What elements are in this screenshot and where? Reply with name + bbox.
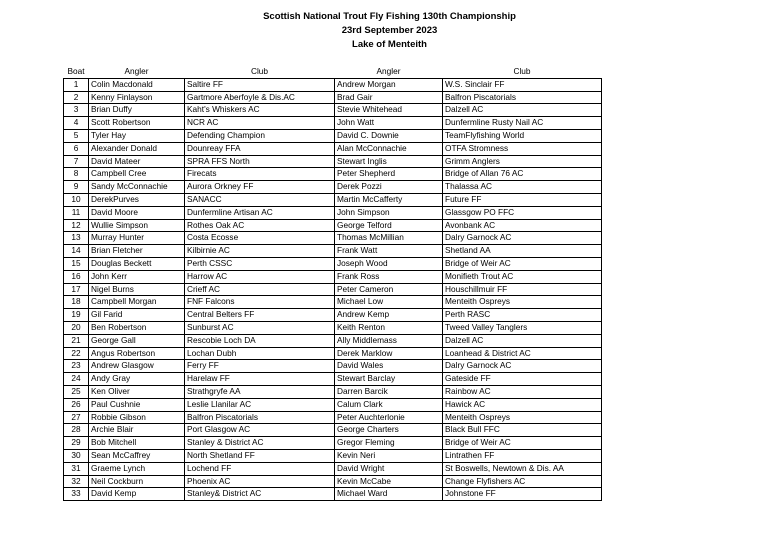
angler-club: Aurora Orkney FF	[185, 181, 335, 194]
boat-number: 21	[64, 334, 89, 347]
angler-name: Robbie Gibson	[89, 411, 185, 424]
partner-angler-name: Derek Pozzi	[335, 181, 443, 194]
column-header-boat: Boat	[67, 66, 85, 76]
angler-club: Lochan Dubh	[185, 347, 335, 360]
table-row	[64, 347, 602, 360]
partner-angler-name: Stewart Barclay	[335, 373, 443, 386]
partner-club: Dunfermline Rusty Nail AC	[443, 117, 602, 130]
championship-title: Scottish National Trout Fly Fishing 130th Championship	[263, 11, 516, 22]
table-row	[64, 181, 602, 194]
angler-name: Bob Mitchell	[89, 437, 185, 450]
boat-number: 32	[64, 475, 89, 488]
boat-number: 4	[64, 117, 89, 130]
partner-club: Bridge of Allan 76 AC	[443, 168, 602, 181]
table-row	[64, 142, 602, 155]
angler-name: Brian Duffy	[89, 104, 185, 117]
partner-club: Dalry Garnock AC	[443, 232, 602, 245]
partner-angler-name: Kevin McCabe	[335, 475, 443, 488]
table-row	[64, 475, 602, 488]
partner-angler-name: Derek Marklow	[335, 347, 443, 360]
table-row	[64, 206, 602, 219]
partner-angler-name: Peter Cameron	[335, 283, 443, 296]
boat-number: 22	[64, 347, 89, 360]
boat-number: 3	[64, 104, 89, 117]
table-row	[64, 373, 602, 386]
angler-club: Kilbirnie AC	[185, 245, 335, 258]
partner-club: Thalassa AC	[443, 181, 602, 194]
partner-club: Tweed Valley Tanglers	[443, 321, 602, 334]
partner-angler-name: Peter Shepherd	[335, 168, 443, 181]
angler-club: Rescobie Loch DA	[185, 334, 335, 347]
table-row	[64, 91, 602, 104]
partner-club: Perth RASC	[443, 309, 602, 322]
table-row	[64, 321, 602, 334]
partner-club: Bridge of Weir AC	[443, 257, 602, 270]
angler-name: Colin Macdonald	[89, 78, 185, 91]
table-row	[64, 437, 602, 450]
angler-name: Campbell Morgan	[89, 296, 185, 309]
angler-name: Brian Fletcher	[89, 245, 185, 258]
partner-angler-name: Kevin Neri	[335, 449, 443, 462]
partner-club: Menteith Ospreys	[443, 296, 602, 309]
partner-angler-name: George Telford	[335, 219, 443, 232]
table-row	[64, 168, 602, 181]
angler-club: FNF Falcons	[185, 296, 335, 309]
angler-club: Gartmore Aberfoyle & Dis.AC	[185, 91, 335, 104]
angler-name: Scott Robertson	[89, 117, 185, 130]
angler-club: North Shetland FF	[185, 449, 335, 462]
table-row	[64, 219, 602, 232]
partner-club: St Boswells, Newtown & Dis. AA	[443, 462, 602, 475]
table-row	[64, 117, 602, 130]
table-row	[64, 232, 602, 245]
table-row	[64, 193, 602, 206]
boat-number: 20	[64, 321, 89, 334]
angler-club: Phoenix AC	[185, 475, 335, 488]
partner-angler-name: Michael Low	[335, 296, 443, 309]
table-row	[64, 411, 602, 424]
boat-number: 17	[64, 283, 89, 296]
angler-name: Graeme Lynch	[89, 462, 185, 475]
angler-name: Andrew Glasgow	[89, 360, 185, 373]
partner-club: Shetland AA	[443, 245, 602, 258]
angler-name: Alexander Donald	[89, 142, 185, 155]
partner-club: Loanhead & District AC	[443, 347, 602, 360]
angler-name: Douglas Beckett	[89, 257, 185, 270]
partner-angler-name: Frank Watt	[335, 245, 443, 258]
partner-angler-name: John Watt	[335, 117, 443, 130]
partner-angler-name: Martin McCafferty	[335, 193, 443, 206]
column-header-club: Club	[250, 66, 269, 76]
boat-number: 19	[64, 309, 89, 322]
partner-angler-name: Andrew Morgan	[335, 78, 443, 91]
partner-club: TeamFlyfishing World	[443, 129, 602, 142]
partner-angler-name: Frank Ross	[335, 270, 443, 283]
angler-name: David Mateer	[89, 155, 185, 168]
partner-club: Dalry Garnock AC	[443, 360, 602, 373]
partner-angler-name: Gregor Fleming	[335, 437, 443, 450]
angler-club: Strathgryfe AA	[185, 385, 335, 398]
boat-number: 7	[64, 155, 89, 168]
partner-angler-name: Alan McConnachie	[335, 142, 443, 155]
angler-name: Nigel Burns	[89, 283, 185, 296]
angler-name: Neil Cockburn	[89, 475, 185, 488]
partner-club: W.S. Sinclair FF	[443, 78, 602, 91]
table-row	[64, 398, 602, 411]
partner-club: Hawick AC	[443, 398, 602, 411]
partner-angler-name: John Simpson	[335, 206, 443, 219]
angler-name: Sandy McConnachie	[89, 181, 185, 194]
partner-club: Rainbow AC	[443, 385, 602, 398]
angler-name: David Moore	[89, 206, 185, 219]
table-row	[64, 309, 602, 322]
partner-angler-name: Brad Gair	[335, 91, 443, 104]
boat-number: 24	[64, 373, 89, 386]
partner-angler-name: David C. Downie	[335, 129, 443, 142]
partner-angler-name: Thomas McMillian	[335, 232, 443, 245]
table-row	[64, 488, 602, 501]
partner-angler-name: Keith Renton	[335, 321, 443, 334]
angler-club: Harelaw FF	[185, 373, 335, 386]
partner-club: Black Bull FFC	[443, 424, 602, 437]
table-row	[64, 257, 602, 270]
boat-number: 13	[64, 232, 89, 245]
table-row	[64, 462, 602, 475]
boat-number: 16	[64, 270, 89, 283]
partner-angler-name: Michael Ward	[335, 488, 443, 501]
angler-name: Gil Farid	[89, 309, 185, 322]
boat-number: 1	[64, 78, 89, 91]
table-row	[64, 385, 602, 398]
angler-club: Firecats	[185, 168, 335, 181]
angler-name: Campbell Cree	[89, 168, 185, 181]
table-row	[64, 104, 602, 117]
boat-number: 26	[64, 398, 89, 411]
partner-angler-name: Ally Middlemass	[335, 334, 443, 347]
angler-club: Stanley & District AC	[185, 437, 335, 450]
partner-angler-name: Stevie Whitehead	[335, 104, 443, 117]
table-row	[64, 155, 602, 168]
boat-number: 28	[64, 424, 89, 437]
table-row	[64, 129, 602, 142]
partner-angler-name: David Wales	[335, 360, 443, 373]
partner-club: Dalzell AC	[443, 334, 602, 347]
boat-number: 10	[64, 193, 89, 206]
angler-club: Rothes Oak AC	[185, 219, 335, 232]
table-row	[64, 283, 602, 296]
boat-number: 30	[64, 449, 89, 462]
angler-name: Kenny Finlayson	[89, 91, 185, 104]
angler-name: DerekPurves	[89, 193, 185, 206]
table-body	[64, 78, 602, 500]
boat-pairings-table	[63, 66, 602, 501]
partner-club: Lintrathen FF	[443, 449, 602, 462]
angler-name: Ben Robertson	[89, 321, 185, 334]
column-header-angler-2: Angler	[376, 66, 401, 76]
angler-name: Andy Gray	[89, 373, 185, 386]
boat-number: 18	[64, 296, 89, 309]
angler-club: Sunburst AC	[185, 321, 335, 334]
partner-club: Future FF	[443, 193, 602, 206]
partner-club: Change Flyfishers AC	[443, 475, 602, 488]
boat-number: 31	[64, 462, 89, 475]
boat-number: 23	[64, 360, 89, 373]
angler-name: Archie Blair	[89, 424, 185, 437]
angler-club: Balfron Piscatorials	[185, 411, 335, 424]
partner-angler-name: Darren Barcik	[335, 385, 443, 398]
angler-club: SANACC	[185, 193, 335, 206]
angler-name: Tyler Hay	[89, 129, 185, 142]
partner-club: Johnstone FF	[443, 488, 602, 501]
angler-club: Lochend FF	[185, 462, 335, 475]
table-row	[64, 449, 602, 462]
boat-number: 14	[64, 245, 89, 258]
angler-club: Leslie Llanilar AC	[185, 398, 335, 411]
boat-number: 27	[64, 411, 89, 424]
boat-number: 2	[64, 91, 89, 104]
partner-angler-name: Joseph Wood	[335, 257, 443, 270]
column-header-angler: Angler	[124, 66, 149, 76]
angler-name: Angus Robertson	[89, 347, 185, 360]
partner-angler-name: Andrew Kemp	[335, 309, 443, 322]
angler-club: Costa Ecosse	[185, 232, 335, 245]
document-title-block	[0, 10, 779, 52]
partner-club: Balfron Piscatorials	[443, 91, 602, 104]
partner-club: OTFA Stromness	[443, 142, 602, 155]
angler-name: Wullie Simpson	[89, 219, 185, 232]
angler-name: John Kerr	[89, 270, 185, 283]
partner-angler-name: Peter Auchterlonie	[335, 411, 443, 424]
angler-club: Port Glasgow AC	[185, 424, 335, 437]
partner-club: Dalzell AC	[443, 104, 602, 117]
partner-club: Bridge of Weir AC	[443, 437, 602, 450]
boat-number: 33	[64, 488, 89, 501]
angler-club: Ferry FF	[185, 360, 335, 373]
angler-club: Dunfermline Artisan AC	[185, 206, 335, 219]
boat-number: 29	[64, 437, 89, 450]
angler-name: David Kemp	[89, 488, 185, 501]
boat-number: 12	[64, 219, 89, 232]
partner-club: Houschillmuir FF	[443, 283, 602, 296]
boat-number: 11	[64, 206, 89, 219]
boat-number: 8	[64, 168, 89, 181]
table-row	[64, 245, 602, 258]
table-row	[64, 296, 602, 309]
boat-number: 6	[64, 142, 89, 155]
angler-club: Central Belters FF	[185, 309, 335, 322]
event-date: 23rd September 2023	[341, 25, 438, 36]
boat-number: 25	[64, 385, 89, 398]
table-row	[64, 360, 602, 373]
partner-club: Monifieth Trout AC	[443, 270, 602, 283]
event-venue: Lake of Menteith	[352, 39, 427, 50]
boat-number: 5	[64, 129, 89, 142]
angler-club: Dounreay FFA	[185, 142, 335, 155]
angler-name: George Gall	[89, 334, 185, 347]
table-row	[64, 270, 602, 283]
table-header-row	[64, 66, 602, 78]
angler-club: Crieff AC	[185, 283, 335, 296]
partner-club: Gateside FF	[443, 373, 602, 386]
angler-club: Stanley& District AC	[185, 488, 335, 501]
angler-name: Murray Hunter	[89, 232, 185, 245]
angler-name: Sean McCaffrey	[89, 449, 185, 462]
partner-club: Grimm Anglers	[443, 155, 602, 168]
boat-number: 15	[64, 257, 89, 270]
angler-name: Paul Cushnie	[89, 398, 185, 411]
angler-club: SPRA FFS North	[185, 155, 335, 168]
angler-club: Kaht's Whiskers AC	[185, 104, 335, 117]
partner-angler-name: Stewart Inglis	[335, 155, 443, 168]
angler-club: Perth CSSC	[185, 257, 335, 270]
table-row	[64, 334, 602, 347]
partner-angler-name: Calum Clark	[335, 398, 443, 411]
partner-club: Glassgow PO FFC	[443, 206, 602, 219]
angler-club: Saltire FF	[185, 78, 335, 91]
partner-club: Menteith Ospreys	[443, 411, 602, 424]
partner-club: Avonbank AC	[443, 219, 602, 232]
partner-angler-name: George Charters	[335, 424, 443, 437]
table-row	[64, 424, 602, 437]
angler-name: Ken Oliver	[89, 385, 185, 398]
boat-number: 9	[64, 181, 89, 194]
table-row	[64, 78, 602, 91]
partner-angler-name: David Wright	[335, 462, 443, 475]
angler-club: Harrow AC	[185, 270, 335, 283]
column-header-club-2: Club	[513, 66, 531, 76]
angler-club: NCR AC	[185, 117, 335, 130]
angler-club: Defending Champion	[185, 129, 335, 142]
